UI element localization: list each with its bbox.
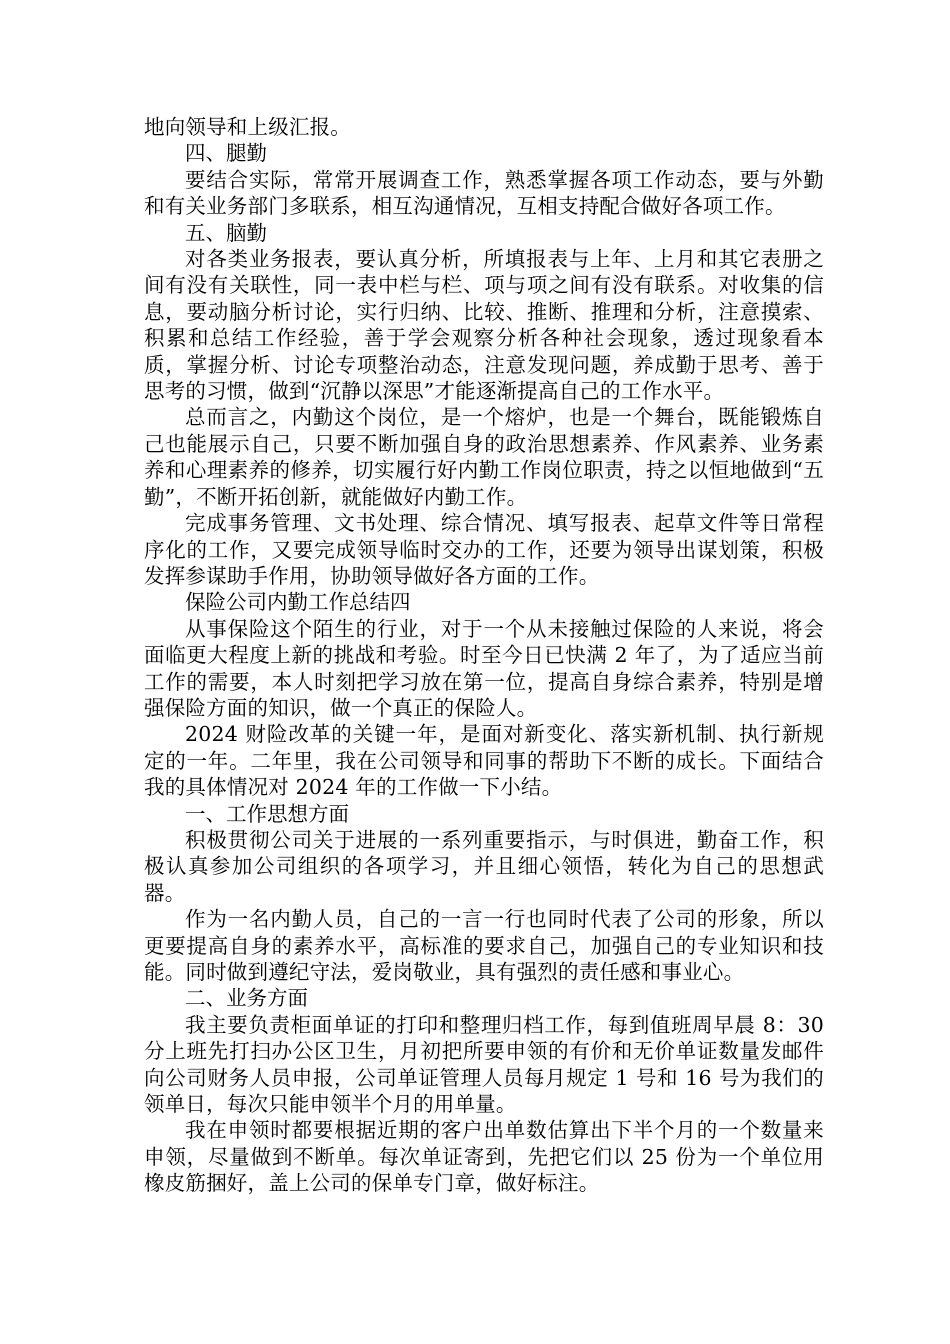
paragraph-routine-work: 完成事务管理、文书处理、综合情况、填写报表、起草文件等日常程序化的工作，又要完成领导临时交办的工作，还要为领导出谋划策，积极发挥参谋助手作用，协助领导做好各方面的工作。 [144, 511, 824, 588]
paragraph-study: 积极贯彻公司关于进展的一系列重要指示，与时俱进，勤奋工作，积极认真参加公司组织的各项学习，并且细心领悟，转化为自己的思想武器。 [144, 827, 824, 905]
paragraph-document-requests: 我在申领时都要根据近期的客户出单数估算出下半个月的一个数量来申领，尽量做到不断单。每次单证寄到，先把它们以 25 份为一个单位用橡皮筋捆好，盖上公司的保单专门章，做好标注。 [144, 1118, 824, 1196]
paragraph-image: 作为一名内勤人员，自己的一言一行也同时代表了公司的形象，所以更要提高自身的素养水平，高标准的要求自己，加强自己的专业知识和技能。同时做到遵纪守法，爱岗敬业，具有强烈的责任感和事业心。 [144, 907, 824, 984]
heading-summary-four: 保险公司内勤工作总结四 [185, 590, 411, 615]
heading-work-thinking: 一、工作思想方面 [185, 801, 349, 826]
paragraph-report-continued: 地向领导和上级汇报。 [144, 115, 351, 139]
document-page [144, 114, 824, 1197]
paragraph-field-research: 要结合实际，常常开展调查工作，熟悉掌握各项工作动态，要与外勤和有关业务部门多联系，相互沟通情况，互相支持配合做好各项工作。 [144, 167, 824, 219]
heading-brain-diligence: 五、脑勤 [185, 220, 267, 245]
paragraph-summary: 总而言之，内勤这个岗位，是一个熔炉，也是一个舞台，既能锻炼自己也能展示自己，只要不断加强自身的政治思想素养、作风素养、业务素养和心理素养的修养，切实履行好内勤工作岗位职责，持之以恒地做到“五勤”，不断开拓创新，就能做好内勤工作。 [144, 405, 824, 509]
paragraph-report-analysis: 对各类业务报表，要认真分析，所填报表与上年、上月和其它表册之间有没有关联性，同一表中栏与栏、项与项之间有没有联系。对收集的信息，要动脑分析讨论，实行归纳、比较、推断、推理和分析，注意摸索、积累和总结工作经验，善于学会观察分析各种社会现象，透过现象看本质，掌握分析、讨论专项整治动态，注意发现问题，养成勤于思考、善于思考的习惯，做到“沉静以深思”才能逐渐提高自己的工作水平。 [144, 247, 824, 404]
paragraph-document-printing: 我主要负责柜面单证的打印和整理归档工作，每到值班周早晨 8：30 分上班先打扫办公区卫生，月初把所要申领的有价和无价单证数量发邮件向公司财务人员申报，公司单证管理人员每月规定 1 号和 16 号为我们的领单日，每次只能申领半个月的用单量。 [144, 1012, 824, 1117]
paragraph-insurance-intro: 从事保险这个陌生的行业，对于一个从未接触过保险的人来说，将会面临更大程度上新的挑战和考验。时至今日已快满 2 年了，为了适应当前工作的需要，本人时刻把学习放在第一位，提高自身综合素养，特别是增强保险方面的知识，做一个真正的保险人。 [144, 616, 824, 720]
heading-leg-diligence: 四、腿勤 [185, 141, 267, 166]
heading-business: 二、业务方面 [185, 986, 308, 1011]
paragraph-reform-year: 2024 财险改革的关键一年，是面对新变化、落实新机制、执行新规定的一年。二年里，我在公司领导和同事的帮助下不断的成长。下面结合我的具体情况对 2024 年的工作做一下小结。 [144, 722, 824, 800]
